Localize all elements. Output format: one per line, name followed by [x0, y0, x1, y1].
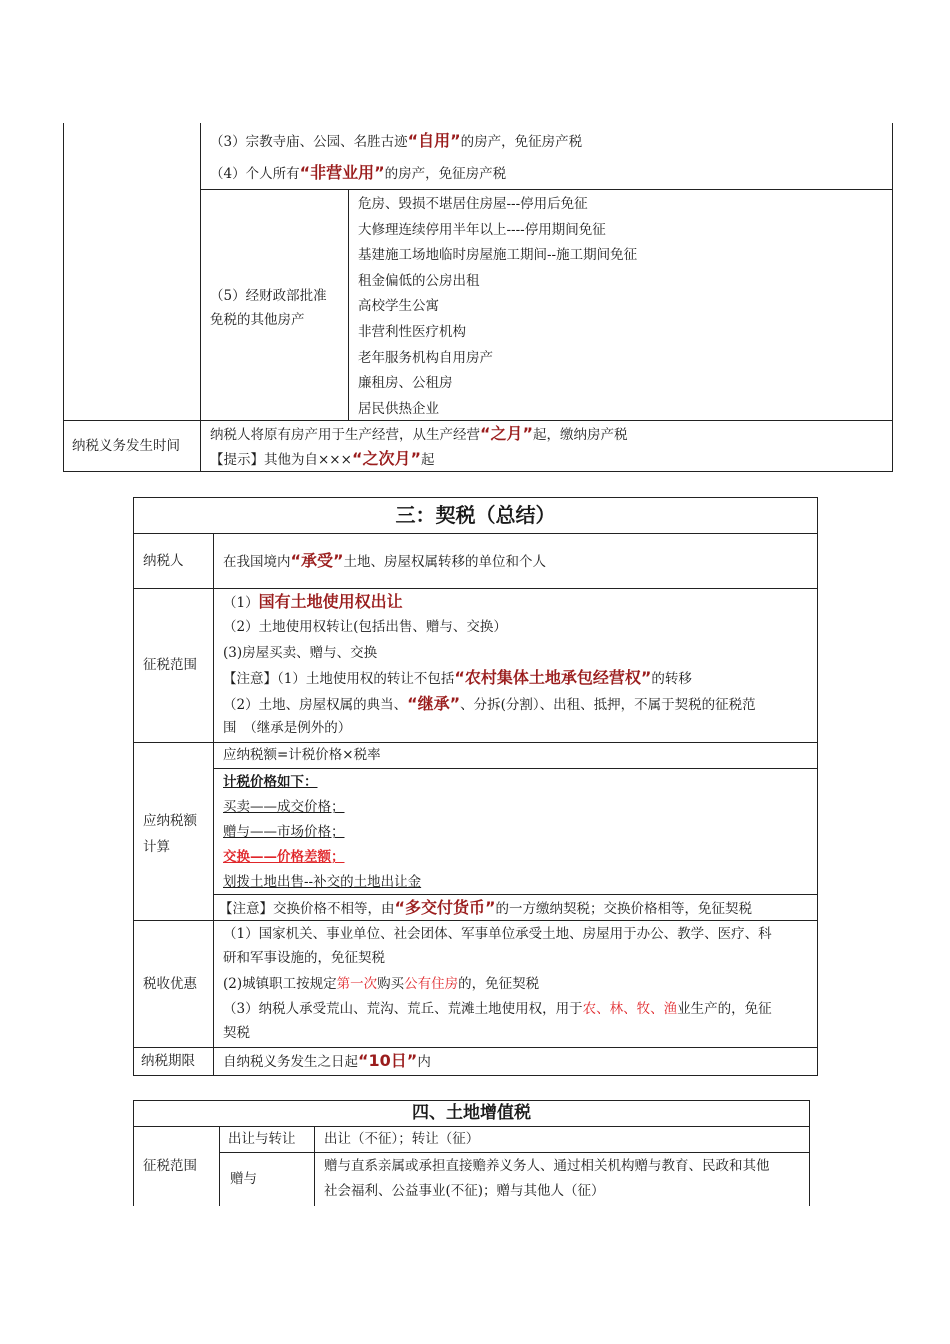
preference-line-5: 契税 [223, 1025, 250, 1041]
transfer-text: 出让（不征）；转让（征） [324, 1131, 480, 1147]
scope-note-2: （2）土地、房屋权属的典当、“继承”、分拆(分割）、出租、抵押，不属于契税的征税范 [223, 694, 756, 713]
gift-line-1: 赠与直系亲属或承担直接赡养义务人、通过相关机构赠与教育、民政和其他 [324, 1158, 770, 1174]
list-item: 基建施工场地临时房屋施工期间--施工期间免征 [358, 247, 638, 264]
list-item: 租金偏低的公房出租 [358, 272, 480, 289]
deadline-text: 自纳税义务发生之日起“10日”内 [223, 1051, 431, 1070]
calc-price-item: 买卖——成交价格； [223, 799, 345, 815]
list-item: 大修理连续停用半年以上----停用期间免征 [358, 221, 606, 238]
calc-price-item: 赠与——市场价格； [223, 824, 345, 840]
transfer-label: 出让与转让 [228, 1131, 296, 1147]
list-item: 老年服务机构自用房产 [358, 349, 493, 366]
preference-label: 税收优惠 [143, 976, 197, 992]
list-item: 廉租房、公租房 [358, 375, 453, 392]
taxpayer-text: 在我国境内“承受”土地、房屋权属转移的单位和个人 [223, 551, 547, 570]
exemption-item-5-label: （5）经财政部批准 免税的其他房产 [210, 288, 327, 328]
calc-price-item: 划拨土地出售--补交的土地出让金 [223, 874, 422, 890]
calc-price-heading: 计税价格如下： [223, 774, 318, 790]
exemption-item-3: （3）宗教寺庙、公园、名胜古迹“自用”的房产，免征房产税 [210, 131, 583, 150]
list-item: 危房、毁损不堪居住房屋---停用后免征 [358, 196, 588, 212]
scope-label: 征税范围 [143, 657, 197, 673]
obligation-time-label: 纳税义务发生时间 [72, 438, 180, 454]
obligation-time-line1: 纳税人将原有房产用于生产经营，从生产经营“之月”起，缴纳房产税 [210, 424, 628, 443]
list-item: 非营利性医疗机构 [358, 323, 466, 340]
calc-label: 应纳税额 计算 [143, 813, 197, 855]
scope-note-1: 【注意】（1）土地使用权的转让不包括“农村集体土地承包经营权”的转移 [223, 668, 692, 687]
list-item: 居民供热企业 [358, 400, 439, 417]
deed-tax-title: 三：契税（总结） [395, 503, 556, 527]
calc-price-item: 交换——价格差额； [223, 849, 345, 865]
preference-line-3: (2)城镇职工按规定第一次购买公有住房的，免征契税 [223, 976, 540, 992]
preference-line-1: （1）国家机关、事业单位、社会团体、军事单位承受土地、房屋用于办公、教学、医疗、科 [223, 926, 772, 942]
exemption-item-4: （4）个人所有“非营业用”的房产，免征房产税 [210, 163, 507, 182]
calc-note: 【注意】交换价格不相等，由“多交付货币”的一方缴纳契税；交换价格相等，免征契税 [219, 898, 753, 917]
taxpayer-label: 纳税人 [143, 553, 184, 569]
exemption-list [358, 192, 637, 422]
deadline-label: 纳税期限 [141, 1053, 195, 1069]
land-vat-title: 四、土地增值税 [412, 1103, 531, 1123]
calc-formula: 应纳税额=计税价格×税率 [223, 747, 381, 763]
gift-label: 赠与 [230, 1171, 257, 1187]
scope-note-2-cont: 围 （继承是例外的） [223, 720, 352, 736]
obligation-time-tip: 【提示】其他为自×××“之次月”起 [210, 449, 435, 468]
preference-line-2: 研和军事设施的，免征契税 [223, 950, 385, 966]
list-item: 高校学生公寓 [358, 298, 439, 315]
scope-line-2: （2）土地使用权转让(包括出售、赠与、交换） [223, 619, 507, 635]
scope-line-3: (3)房屋买卖、赠与、交换 [223, 645, 378, 661]
scope-line-1: （1）国有土地使用权出让 [223, 592, 403, 611]
preference-line-4: （3）纳税人承受荒山、荒沟、荒丘、荒滩土地使用权，用于农、林、牧、渔业生产的，免征 [223, 1001, 772, 1017]
gift-line-2: 社会福利、公益事业(不征)；赠与其他人（征） [324, 1183, 605, 1199]
land-vat-scope-label: 征税范围 [143, 1158, 197, 1174]
